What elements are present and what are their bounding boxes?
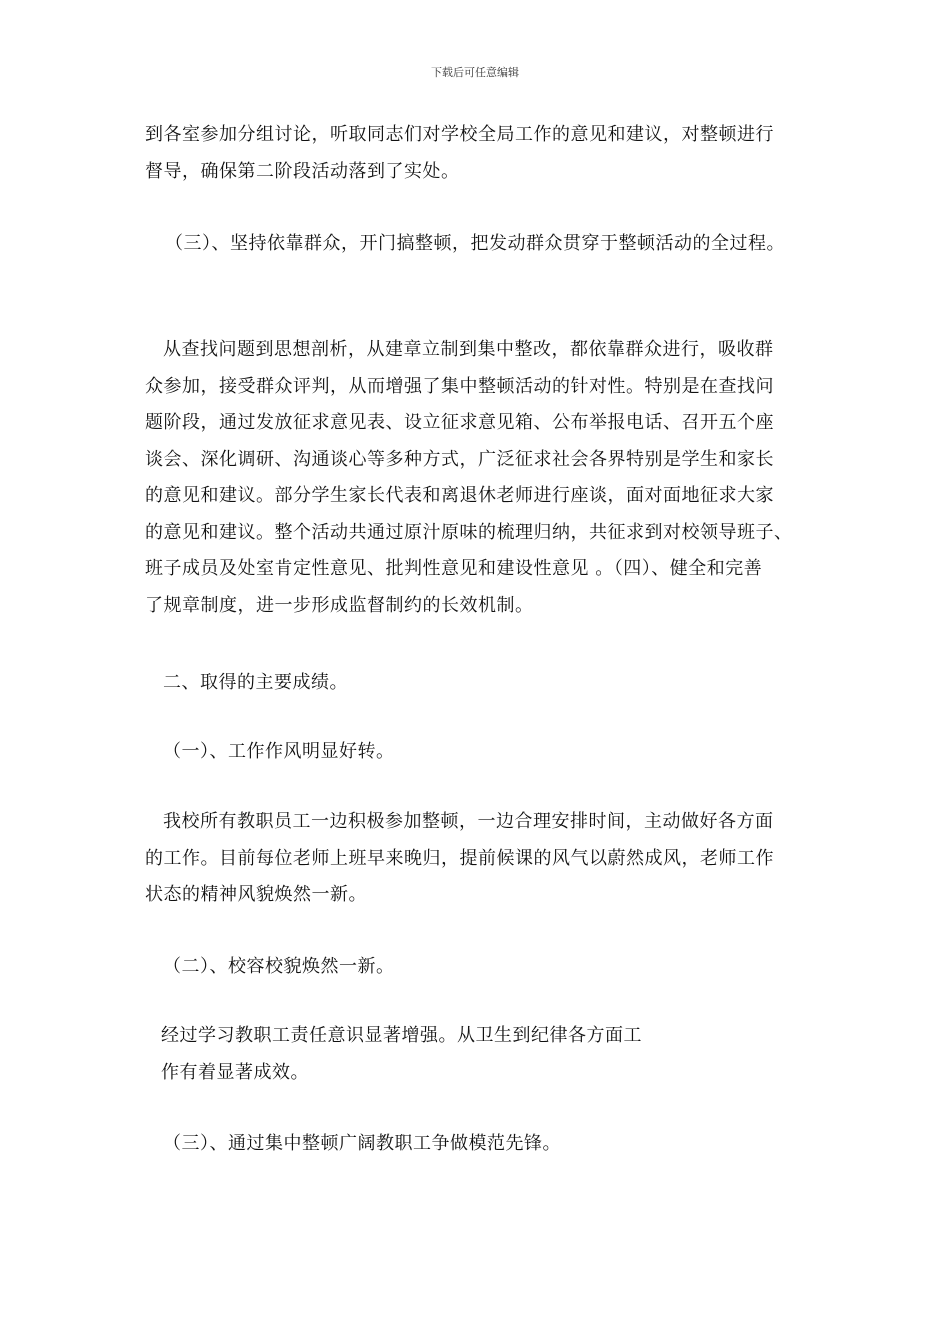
paragraph-line: 的工作。目前每位老师上班早来晚归，提前候课的风气以蔚然成风，老师工作 (145, 847, 774, 869)
paragraph (145, 804, 825, 914)
paragraph-line: 我校所有教职员工一边积极参加整顿，一边合理安排时间，主动做好各方面 (163, 811, 774, 832)
paragraph-line: 督导，确保第二阶段活动落到了实处。 (145, 160, 460, 182)
paragraph-line: （三）、坚持依靠群众，开门搞整顿，把发动群众贯穿于整顿活动的全过程。 (165, 233, 785, 254)
paragraph-line: 了规章制度，进一步形成监督制约的长效机制。 (145, 594, 534, 616)
paragraph-line: 众参加，接受群众评判，从而增强了集中整顿活动的针对性。特别是在查找问 (145, 375, 774, 397)
paragraph-line: 作有着显著成效。 (161, 1061, 309, 1083)
paragraph-line: 经过学习教职工责任意识显著增强。从卫生到纪律各方面工 (161, 1025, 642, 1046)
paragraph (161, 1018, 841, 1091)
paragraph-line: 的意见和建议。整个活动共通过原汁原味的梳理归纳，共征求到对校领导班子、 (145, 521, 793, 543)
section-heading (165, 226, 845, 263)
paragraph (145, 332, 825, 624)
paragraph-line: 谈会、深化调研、沟通谈心等多种方式，广泛征求社会各界特别是学生和家长 (145, 448, 774, 470)
paragraph-line: 二、取得的主要成绩。 (163, 672, 348, 693)
paragraph-line: （一）、工作作风明显好转。 (163, 741, 395, 762)
paragraph-line: （二）、校容校貌焕然一新。 (163, 956, 395, 977)
paragraph-line: 题阶段，通过发放征求意见表、设立征求意见箱、公布举报电话、召开五个座 (145, 412, 774, 433)
paragraph-line: 班子成员及处室肯定性意见、批判性意见和建设性意见 。（四）、健全和完善 (145, 558, 763, 579)
section-heading (163, 665, 843, 702)
section-heading (163, 734, 843, 771)
paragraph (145, 117, 825, 190)
section-heading (163, 949, 843, 986)
paragraph-line: 从查找问题到思想剖析，从建章立制到集中整改，都依靠群众进行，吸收群 (163, 339, 774, 360)
paragraph-line: 状态的精神风貌焕然一新。 (145, 884, 367, 905)
paragraph-line: （三）、通过集中整顿广阔教职工争做模范先锋。 (163, 1133, 561, 1154)
paragraph-line: 的意见和建议。部分学生家长代表和离退休老师进行座谈，面对面地征求大家 (145, 485, 774, 506)
page-header: 下载后可任意编辑 (431, 66, 519, 79)
section-heading (163, 1126, 843, 1163)
paragraph-line: 到各室参加分组讨论，听取同志们对学校全局工作的意见和建议，对整顿进行 (145, 124, 774, 145)
